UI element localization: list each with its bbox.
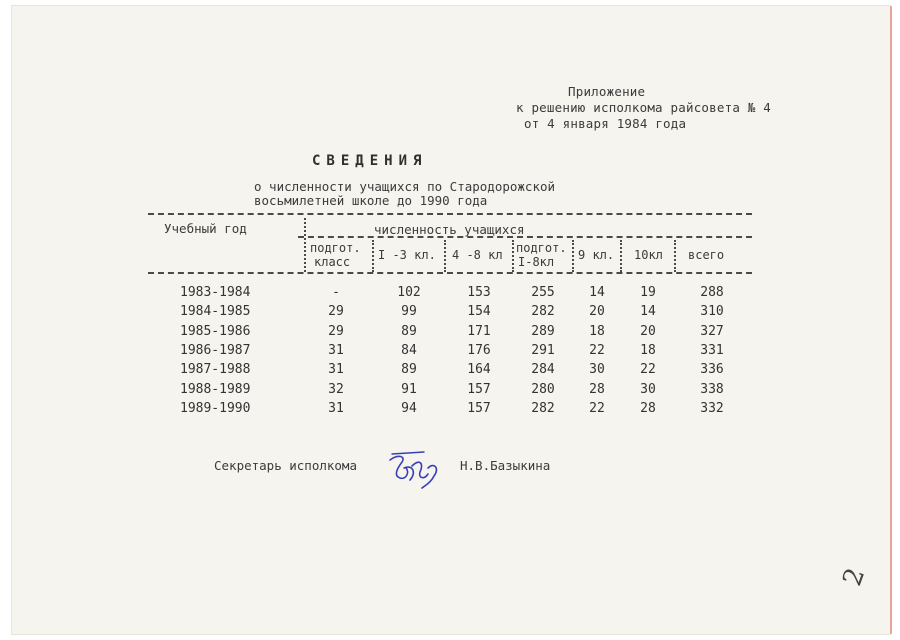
secretary-name: Н.В.Базыкина: [460, 458, 551, 473]
school-year-cell: 1989-1990: [180, 401, 251, 416]
count-cell: 336: [700, 362, 724, 377]
appendix-label: Приложение: [568, 84, 646, 99]
count-cell: 18: [589, 324, 605, 339]
count-cell: 14: [589, 285, 605, 300]
col-header-prep-2: класс: [314, 255, 351, 269]
count-cell: 89: [401, 362, 417, 377]
separator: [620, 240, 622, 272]
col-header-total: всего: [688, 248, 725, 262]
col-header-grade-10: 10кл: [634, 248, 663, 262]
count-cell: 18: [640, 343, 656, 358]
separator: [572, 240, 574, 272]
table-top-rule: [148, 213, 752, 215]
count-cell: 14: [640, 304, 656, 319]
decision-date: от 4 января 1984 года: [524, 116, 687, 131]
school-year-cell: 1986-1987: [180, 343, 251, 358]
school-year-cell: 1984-1985: [180, 304, 251, 319]
school-year-cell: 1985-1986: [180, 324, 251, 339]
count-cell: 31: [328, 401, 344, 416]
count-cell: 22: [640, 362, 656, 377]
count-cell: 289: [531, 324, 555, 339]
count-cell: 157: [467, 382, 491, 397]
separator: [304, 218, 306, 272]
count-cell: 99: [401, 304, 417, 319]
count-cell: 282: [531, 304, 555, 319]
count-cell: 164: [467, 362, 491, 377]
handwritten-signature: [384, 446, 446, 490]
count-cell: 30: [640, 382, 656, 397]
count-cell: 19: [640, 285, 656, 300]
count-cell: 157: [467, 401, 491, 416]
year-column-header: Учебный год: [164, 221, 247, 236]
table-header-bottom-rule: [148, 272, 752, 274]
document-title: СВЕДЕНИЯ: [312, 153, 428, 169]
count-cell: 338: [700, 382, 724, 397]
count-cell: 30: [589, 362, 605, 377]
col-header-grade-9: 9 кл.: [578, 248, 615, 262]
count-cell: 28: [640, 401, 656, 416]
count-cell: 310: [700, 304, 724, 319]
secretary-role: Секретарь исполкома: [214, 458, 357, 473]
count-cell: 332: [700, 401, 724, 416]
count-cell: -: [332, 285, 340, 300]
count-cell: 171: [467, 324, 491, 339]
col-header-prep: подгот.: [310, 241, 361, 255]
school-year-cell: 1983-1984: [180, 285, 251, 300]
count-cell: 176: [467, 343, 491, 358]
students-group-header: численность учащихся: [374, 222, 525, 237]
count-cell: 20: [640, 324, 656, 339]
count-cell: 280: [531, 382, 555, 397]
count-cell: 291: [531, 343, 555, 358]
school-year-cell: 1987-1988: [180, 362, 251, 377]
count-cell: 31: [328, 362, 344, 377]
separator: [674, 240, 676, 272]
col-header-grades-4-8: 4 -8 кл: [452, 248, 503, 262]
col-header-prep-1-8-2: I-8кл: [518, 255, 555, 269]
count-cell: 20: [589, 304, 605, 319]
count-cell: 154: [467, 304, 491, 319]
separator: [372, 240, 374, 272]
subtitle-line-2: восьмилетней школе до 1990 года: [254, 193, 488, 208]
count-cell: 91: [401, 382, 417, 397]
count-cell: 255: [531, 285, 555, 300]
count-cell: 29: [328, 304, 344, 319]
count-cell: 22: [589, 343, 605, 358]
group-header-rule: [298, 236, 752, 238]
school-year-cell: 1988-1989: [180, 382, 251, 397]
count-cell: 89: [401, 324, 417, 339]
count-cell: 327: [700, 324, 724, 339]
subtitle-line-1: о численности учащихся по Стародорожской: [254, 179, 556, 194]
count-cell: 282: [531, 401, 555, 416]
count-cell: 32: [328, 382, 344, 397]
col-header-grades-1-3: I -3 кл.: [378, 248, 436, 262]
count-cell: 94: [401, 401, 417, 416]
count-cell: 29: [328, 324, 344, 339]
count-cell: 102: [397, 285, 421, 300]
page-number: 2: [837, 564, 872, 590]
decision-ref: к решению исполкома райсовета № 4: [516, 100, 771, 115]
separator: [512, 240, 514, 272]
count-cell: 331: [700, 343, 724, 358]
separator: [444, 240, 446, 272]
count-cell: 84: [401, 343, 417, 358]
count-cell: 28: [589, 382, 605, 397]
count-cell: 153: [467, 285, 491, 300]
col-header-prep-1-8: подгот.: [516, 241, 567, 255]
margin-line: [890, 6, 892, 634]
count-cell: 31: [328, 343, 344, 358]
document-page: [12, 6, 890, 634]
count-cell: 284: [531, 362, 555, 377]
count-cell: 22: [589, 401, 605, 416]
count-cell: 288: [700, 285, 724, 300]
